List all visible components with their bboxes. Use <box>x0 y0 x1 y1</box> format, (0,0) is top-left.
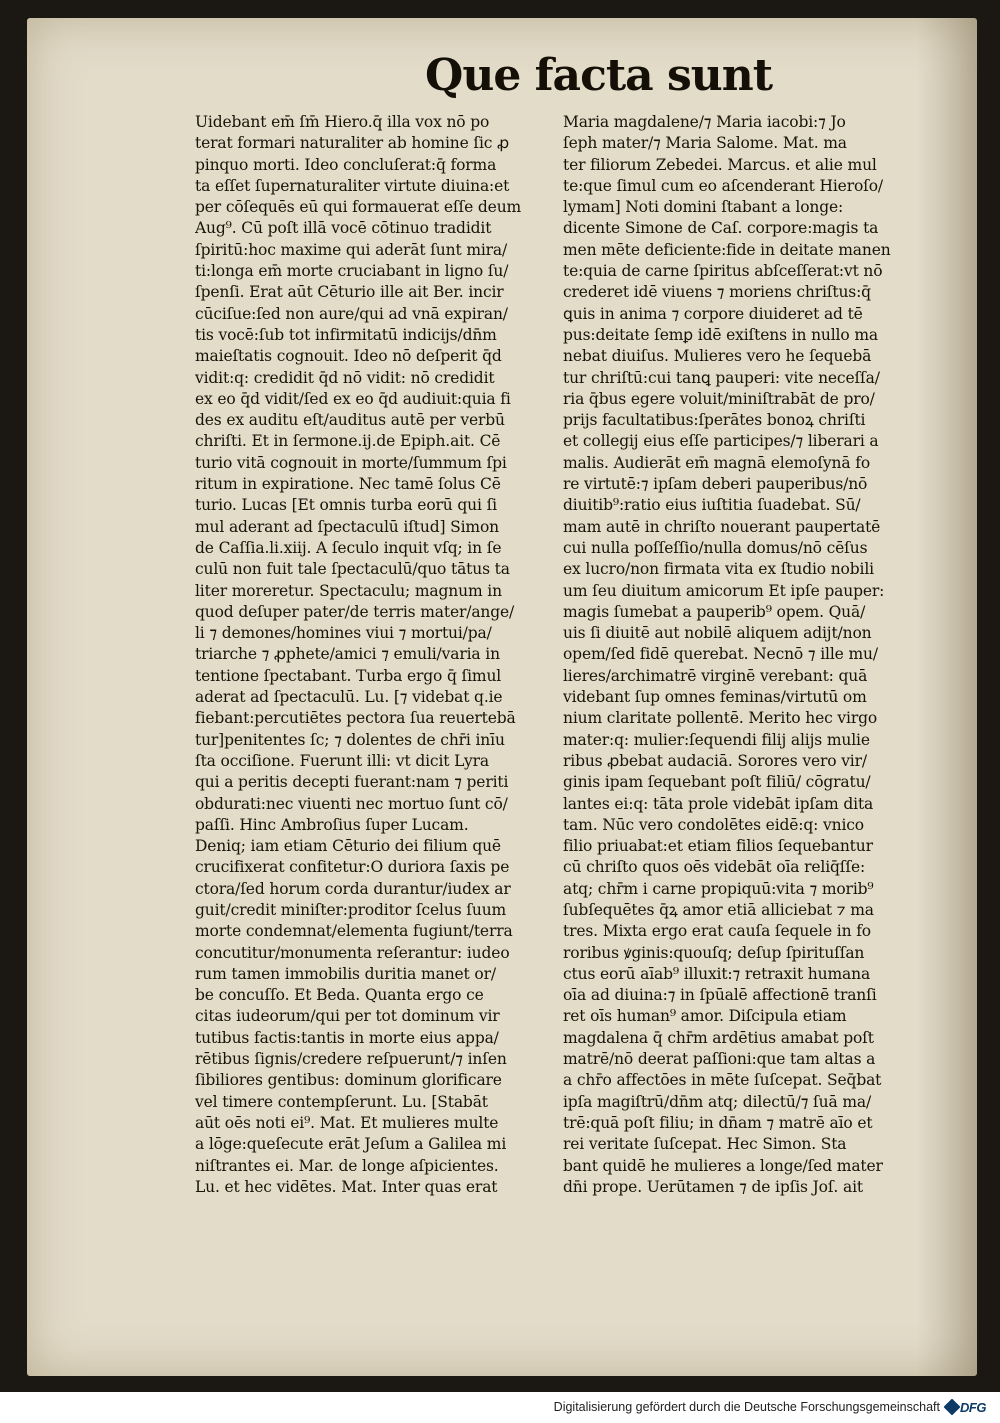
text-line: lantes ei:q: tāta prole videbāt ipſam dita <box>563 794 874 813</box>
text-line: crucifixerat confitetur:O duriora ſaxis pe <box>195 858 510 877</box>
text-line: et collegij eius eſſe participes/⁊ liberari a <box>563 432 879 451</box>
text-line: chriſti. Et in ſermone.ij.de Epiph.ait. Cē <box>195 432 501 451</box>
text-line: dn̄i prope. Uerūtamen ⁊ de ipſis Joſ. ait <box>563 1177 863 1196</box>
text-line: tutibus factis:tantis in morte eius appa/ <box>195 1028 499 1047</box>
text-line: liter moreretur. Spectaculu; magnum in <box>195 581 502 600</box>
text-line: uis ſi diuitē aut nobilē aliquem adijt/non <box>563 624 872 643</box>
text-line: ginis ipam ſequebant poſt filiū/ cōgratu/ <box>563 773 871 792</box>
left-column <box>195 112 545 1198</box>
text-line: trē:quā poſt filiu; in dn̄am ⁊ matrē aīo et <box>563 1113 873 1132</box>
text-line: men mēte deficiente:fide in deitate manen <box>563 240 891 259</box>
text-line: cū chriſto quos oēs videbāt oīa reliq̄ſſe: <box>563 858 866 877</box>
text-line: de Caſſia.li.xiij. A ſeculo inquit vſq; in ſe <box>195 538 502 557</box>
text-line: pinquo morti. Ideo concluſerat:q̄ forma <box>195 155 497 174</box>
text-line: nium claritate pollentē. Merito hec virgo <box>563 709 878 728</box>
text-line: terat formari naturaliter ab homine ſic ꝓ <box>195 134 509 153</box>
text-line: matrē/nō deerat paſſioni:que tam altas a <box>563 1050 876 1069</box>
text-line: magdalena q̄ chr̄m ardētius amabat poſt <box>563 1028 874 1047</box>
text-line: triarche ⁊ ꝓphete/amici ⁊ emuli/varia in <box>195 645 500 664</box>
text-line: tis vocē:ſub tot infirmitatū indicijs/dn̄m <box>195 325 497 344</box>
text-line: ſeph mater/⁊ Maria Salome. Mat. ma <box>563 134 847 153</box>
text-line: Maria magdalene/⁊ Maria iacobi:⁊ Jo <box>563 113 846 131</box>
dfg-logo-text: DFG <box>960 1399 986 1415</box>
text-line: a lōge:queſecute erāt Jeſum a Galilea mi <box>195 1135 507 1154</box>
text-line: ctora/ſed horum corda durantur/iudex ar <box>195 879 511 898</box>
text-line: turio vitā cognouit in morte/ſummum ſpi <box>195 453 507 472</box>
text-line: opem/ſed fidē querebat. Necnō ⁊ ille mu/ <box>563 645 878 664</box>
text-line: ſta occiſione. Fuerunt illi: vt dicit Lyra <box>195 751 489 770</box>
text-line: ipſa magiſtrū/dn̄m atq; dilectū/⁊ ſuā ma/ <box>563 1092 872 1111</box>
text-line: nebat diuiſus. Mulieres vero he ſequebā <box>563 347 872 366</box>
dfg-logo <box>946 1398 990 1416</box>
text-line: ctus eorū aīab⁹ illuxit:⁊ retraxit humana <box>563 964 871 983</box>
text-line: tres. Mixta ergo erat cauſa ſequele in fo <box>563 922 871 941</box>
text-line: ritum in expiratione. Nec tamē ſolus Cē <box>195 475 501 494</box>
text-line: rei veritate ſuſcepat. Hec Simon. Sta <box>563 1135 847 1154</box>
text-line: ex eo q̄d vidit/ſed ex eo q̄d audiuit:quia fi <box>195 389 511 408</box>
text-line: rētibus ſignis/credere reſpuerunt/⁊ inſen <box>195 1050 507 1069</box>
text-line: lymam] Noti domini ſtabant a longe: <box>563 198 844 217</box>
text-line: bant quidē he mulieres a longe/ſed mater <box>563 1156 883 1175</box>
text-line: niſtrantes ei. Mar. de longe aſpicientes. <box>195 1156 499 1175</box>
text-line: aderat ad ſpectaculū. Lu. [⁊ videbat q.ie <box>195 688 503 707</box>
text-line: re virtutē:⁊ ipſam deberi pauperibus/nō <box>563 475 868 494</box>
text-line: prijs facultatibus:ſperātes bonoꝝ chriſti <box>563 411 866 430</box>
text-line: turio. Lucas [Et omnis turba eorū qui ſi <box>195 496 497 515</box>
text-line: guit/credit miniſter:proditor ſcelus ſuum <box>195 900 507 919</box>
text-line: maieſtatis cognouit. Ideo nō deſperit q̄d <box>195 347 502 366</box>
text-line: morte condemnat/elementa fugiunt/terra <box>195 922 513 941</box>
text-line: Uidebant em̄ ſm̄ Hiero.q̄ illa vox nō po <box>195 113 490 131</box>
text-line: aūt oēs noti ei⁹. Mat. Et mulieres multe <box>195 1113 499 1132</box>
text-line: mam autē in chriſto nouerant paupertatē <box>563 517 881 536</box>
text-line: tur chriſtū:cui tanꝗ pauperi: vite neceſſa/ <box>563 368 880 387</box>
text-line: culū non fuit tale ſpectaculū/quo tātus ta <box>195 560 510 579</box>
text-line: ex lucro/non firmata vita ex ſtudio nobili <box>563 560 874 579</box>
text-line: ti:longa em̄ morte cruciabant in ligno ſu/ <box>195 262 509 281</box>
text-line: ſpenſi. Erat aūt Cēturio ille ait Ber. incir <box>195 283 504 302</box>
text-line: rum tamen immobilis duritia manet or/ <box>195 964 496 983</box>
text-line: ſibiliores gentibus: dominum glorificare <box>195 1071 502 1090</box>
running-head: Que facta sunt <box>425 50 773 101</box>
text-line: mul aderant ad ſpectaculū iſtud] Simon <box>195 517 499 536</box>
text-line: vidit:q: credidit q̄d nō vidit: nō credidit <box>195 368 495 387</box>
text-line: be concuſſo. Et Beda. Quanta ergo ce <box>195 986 484 1005</box>
text-line: ribus ꝓbebat audaciā. Sorores vero vir/ <box>563 751 867 770</box>
text-line: lieres/archimatrē virginē verebant: quā <box>563 666 868 685</box>
text-line: vel timere contempſerunt. Lu. [Stabāt <box>195 1092 488 1111</box>
text-line: oīa ad diuina:⁊ in ſpūalē affectionē tranſi <box>563 986 877 1005</box>
footer-credit: Digitalisierung gefördert durch die Deutsche Forschungsgemeinschaft <box>553 1400 940 1414</box>
text-line: tentione ſpectabant. Turba ergo q̄ ſimul <box>195 666 502 685</box>
text-line: Lu. et hec vidētes. Mat. Inter quas erat <box>195 1177 498 1196</box>
footer-bar <box>0 1392 1000 1423</box>
text-line: atq; chr̄m i carne propiquū:vita ⁊ morib⁹ <box>563 879 874 898</box>
text-line: te:que ſimul cum eo aſcenderant Hieroſo/ <box>563 176 883 195</box>
text-line: quod deſuper pater/de terris mater/ange/ <box>195 602 515 621</box>
right-column <box>563 112 913 1198</box>
text-line: li ⁊ demones/homines viui ⁊ mortui/pa/ <box>195 624 492 643</box>
text-line: roribus ꝟginis:quouſq; deſup ſpirituſſan <box>563 943 865 962</box>
text-line: tam. Nūc vero condolētes eidē:q: vnico <box>563 815 864 834</box>
text-line: crederet idē viuens ⁊ moriens chriſtus:q̄ <box>563 283 871 302</box>
page-edge-shadow <box>917 18 977 1376</box>
text-line: filio priuabat:et etiam filios ſequebantur <box>563 837 873 856</box>
text-line: cūciſue:ſed non aure/qui ad vnā expiran/ <box>195 304 508 323</box>
text-line: ꝗuis in anima ⁊ corpore diuideret ad tē <box>563 304 863 323</box>
text-line: per cōſequēs eū qui formauerat eſſe deum <box>195 198 522 217</box>
text-line: qui a peritis decepti fuerant:nam ⁊ periti <box>195 773 509 792</box>
text-line: cui nulla poſſeſſio/nulla domus/nō cēſus <box>563 538 868 557</box>
text-line: ria q̄bus egere voluit/miniſtrabāt de pro/ <box>563 389 875 408</box>
text-line: dicente Simone de Caſ. corpore:magis ta <box>563 219 879 238</box>
text-line: concutitur/monumenta reſerantur: iudeo <box>195 943 510 962</box>
text-line: te:quia de carne ſpiritus abſceſſerat:vt nō <box>563 262 883 281</box>
text-line: fiebant:percutiētes pectora ſua reuertebā <box>195 709 516 728</box>
text-line: malis. Audierāt em̄ magnā elemoſynā fo <box>563 453 871 472</box>
text-line: ta eſſet ſupernaturaliter virtute diuina:et <box>195 176 510 195</box>
text-line: Aug⁹. Cū poſt illā vocē cōtinuo tradidit <box>195 219 492 238</box>
text-line: tur]penitentes ſc; ⁊ dolentes de chr̄i inīu <box>195 730 505 749</box>
text-line: Deniq; iam etiam Cēturio dei filium quē <box>195 837 501 856</box>
text-line: mater:q: mulier:ſequendi filij alijs mulie <box>563 730 870 749</box>
dfg-logo-icon <box>944 1399 961 1416</box>
text-line: a chr̄o affectōes in mēte ſuſcepat. Seq̄bat <box>563 1071 882 1090</box>
text-line: paſſi. Hinc Ambroſius ſuper Lucam. <box>195 815 469 834</box>
text-line: videbant ſup omnes feminas/virtutū om <box>563 688 867 707</box>
text-line: magis ſumebat a pauperib⁹ opem. Quā/ <box>563 602 866 621</box>
text-line: ſubſequētes q̄ꝝ amor etiā alliciebat ⁊ ma <box>563 900 874 919</box>
text-line: ret oīs human⁹ amor. Diſcipula etiam <box>563 1007 847 1026</box>
text-line: des ex auditu eſt/auditus autē per verbū <box>195 411 505 430</box>
text-line: obdurati:nec viuenti nec mortuo ſunt cō/ <box>195 794 508 813</box>
text-line: diuitib⁹:ratio eius iuſtitia ſuadebat. Sū/ <box>563 496 861 515</box>
text-line: pus:deitate ſemꝑ idē exiſtens in nullo ma <box>563 325 878 344</box>
text-line: ter filiorum Zebedei. Marcus. et alie mul <box>563 155 877 174</box>
text-line: citas iudeorum/qui per tot dominum vir <box>195 1007 500 1026</box>
text-line: ſpiritū:hoc maxime qui aderāt ſunt mira/ <box>195 240 508 259</box>
text-line: um ſeu diuitum amicorum Et ipſe pauper: <box>563 581 885 600</box>
